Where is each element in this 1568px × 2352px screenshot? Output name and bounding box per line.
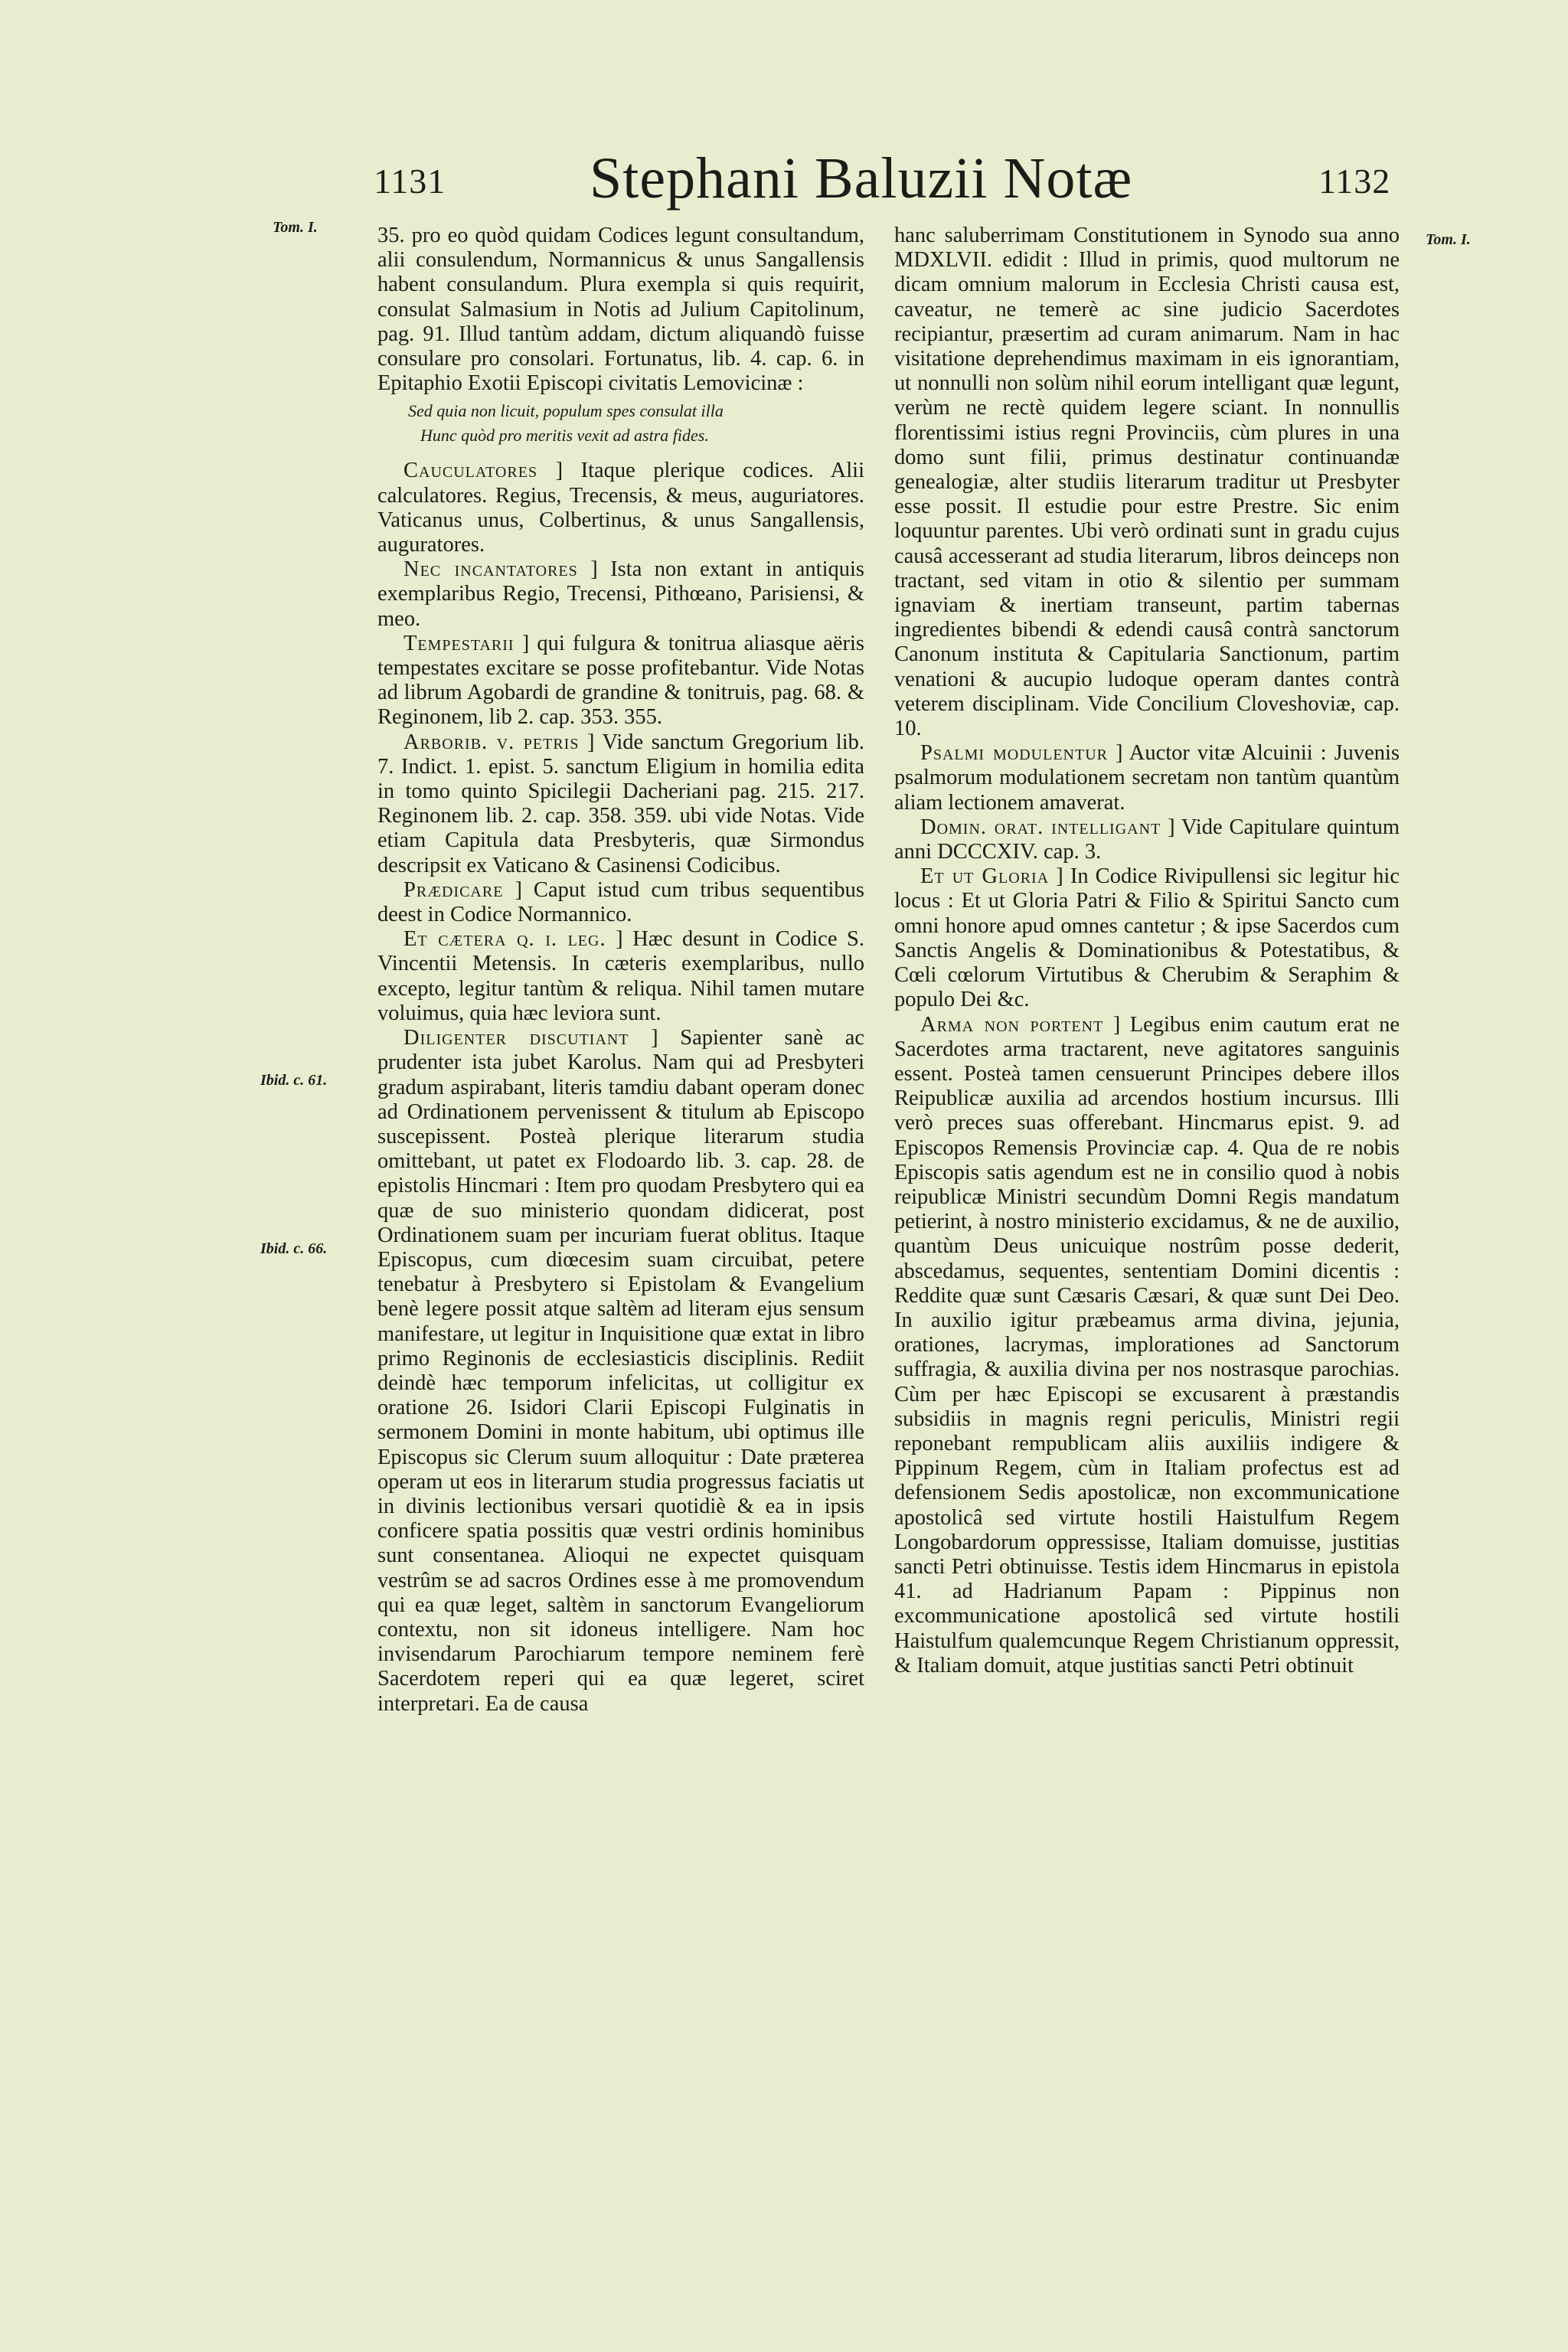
- annotation: [377, 1026, 864, 1717]
- annotation: [377, 459, 864, 557]
- annotation-text: ] Vide sanctum Gregorium lib. 7. Indict. 1. epist. 5. sanctum Eligium in homilia edita in tomo quinto Spicilegii Dacheriani pag. 215. 217. Reginonem lib. 2. cap. 358. 359. ubi vide Notas. Vide etiam Capitula data Presbyteris, quæ Sirmondus descripsit ex Vaticano & Casinensi Codicibus.: [377, 730, 864, 877]
- lemma: Domin. orat. intelligant: [920, 815, 1161, 839]
- lemma: Et cætera q. i. leg.: [403, 927, 606, 952]
- annotation-text: ] In Codice Rivipullensi sic legitur hic locus : Et ut Gloria Patri & Filio & Spiritui Sancto cum omni honore apud omnes cantetur ; & ipse Sacerdos cum Sanctis Angelis & Dominationibus & Potestatibus, & Cœli cœlorum Virtutibus & Cherubim & Seraphim & populo Dei &c.: [894, 864, 1400, 1012]
- paragraph: hanc saluberrimam Constitutionem in Synodo sua anno MDXLVII. edidit : Illud in primis, quod multorum ne dicam omnium malorum in Ecclesia Christi causa est, caveatur, ne temerè ac sine judicio Sacerdotes recipiantur, præsertim ad curam animarum. Nam in hac visitatione deprehendimus maximam in eis ignorantiam, ut nonnulli non solùm nihil eorum intelligant quæ legunt, verùm ne rectè quidem legere sciant. In nonnullis florentissimi istius regni Provinciis, cùm plures in una domo sunt filii, primus destinatur continuandæ genealogiæ, alter studiis literarum traditur ut Presbyter esse possit. Il estudie pour estre Prestre. Sic enim loquuntur parentes. Ubi verò ordinati sunt in gradu cujus causâ accesserant ad studia literarum, libros deinceps non tractant, sed vitam in otio & silentio per summam ignaviam & inertiam transeunt, partim tabernas ingredientes bibendi & edendi causâ contrà sanctorum Canonum instituta & Capitularia Sanctionum, partim venationi & aucupio ludoque operam dantes contrà veterem disciplinam. Vide Concilium Cloveshoviæ, cap. 10.: [894, 224, 1400, 741]
- annotation-text: ] Itaque plerique codices. Alii calculatores. Regius, Trecensis, & meus, auguriatores. Vaticanus unus, Colbertinus, & unus Sangallensis, auguratores.: [377, 459, 864, 557]
- annotation: [894, 864, 1400, 1012]
- verse-line: Hunc quòd pro meritis vexit ad astra fides.: [420, 426, 709, 446]
- lemma: Et ut Gloria: [920, 864, 1050, 889]
- margin-note-tom-right: Tom. I.: [1426, 231, 1471, 248]
- verse-quotation: [377, 399, 864, 448]
- lemma: Prædicare: [403, 877, 504, 902]
- annotation-text: ] Caput istud cum tribus sequentibus deest in Codice Normannico.: [377, 877, 864, 927]
- right-column: [894, 224, 1400, 1678]
- annotation: [377, 730, 864, 878]
- annotation: [377, 927, 864, 1026]
- annotation-text: ] Vide Capitulare quintum anni DCCCXIV. cap. 3.: [894, 815, 1400, 864]
- verse-line: Sed quia non licuit, populum spes consulat illa: [408, 401, 724, 421]
- page-number-right: 1132: [1318, 162, 1391, 201]
- running-title: Stephani Baluzii Notæ: [590, 146, 1133, 211]
- lemma: Psalmi modulentur: [920, 741, 1108, 766]
- annotation-text: ] Sapienter sanè ac prudenter ista jubet Karolus. Nam qui ad Presbyteri gradum aspirabant, literis tamdiu dabant operam donec ad Ordinationem pervenissent & titulum ab Episcopo suscepissent. Posteà plerique literarum studia omittebant, ut patet ex Flodoardo lib. 3. cap. 28. de epistolis Hincmari : Item pro quodam Presbytero qui ea quæ de suo ministerio quondam didicerat, post Ordinationem suam per incuriam fuerat oblitus. Itaque Episcopus, cum diœcesim suam circuibat, petere tenebatur à Presbytero si Epistolam & Evangelium benè legere possit atque saltèm ad literam ejus sensum manifestare, ut legitur in Inquisitione quæ extat in libro primo Reginonis de ecclesiasticis disciplinis. Rediit deindè hæc temporum infelicitas, ut colligitur ex oratione 26. Isidori Clarii Episcopi Fulginatis in sermonem Domini in monte habitum, ubi optimus ille Episcopus sic Clerum suum alloquitur : Date præterea operam ut eos in literarum studia progressus faciatis ut in divinis lectionibus versari quotidiè & ea in ipsis conficere spatia possitis quæ vestri ordinis hominibus sunt consentanea. Alioqui ne expectet quisquam vestrûm se ad sacros Ordines esse à me promovendum qui ea quæ leget, saltèm in sanctorum Evangeliorum contextu, non sit idoneus intelligere. Nam hoc invisendarum Parochiarum tempore neminem ferè Sacerdotem reperi qui ea quæ legeret, sciret interpretari. Ea de causa: [377, 1026, 864, 1716]
- annotation-text: ] Legibus enim cautum erat ne Sacerdotes arma tractarent, neve agitatores sanguinis essent. Posteà tamen censuerunt Principes debere illos Reipublicæ auxilia ad arcendos hostium incursus. Illi verò preces suas offerebant. Hincmarus epist. 9. ad Episcopos Remensis Provinciæ cap. 4. Qua de re nobis Episcopis satis agendum est ne in consilio quod à nobis reipublicæ Ministri secundùm Domni Regis mandatum petierint, à nostro ministerio excidamus, & ne de auxilio, quantùm Deus unicuique nostrûm posse dederit, abscedamus, sequentes, sententiam Domini dicentis : Reddite quæ sunt Cæsaris Cæsari, & quæ sunt Dei Deo. In auxilio igitur præbeamus arma divina, jejunia, orationes, lacrymas, implorationes ad Sanctorum suffragia, & auxilia divina per nos nostrasque parochias. Cùm per hæc Episcopi se excusarent à præstandis subsidiis in magnis regni periculis, Ministri regii reponebant rempublicam aliis auxiliis indigere & Pippinum Regem, cùm in Italiam profectus est ad defensionem Sedis apostolicæ, non excommunicatione apostolicâ sed virtute hostili Haistulfum Regem Longobardorum oppressisse, Italiam domuisse, justitias sancti Petri obtinuisse. Testis idem Hincmarus in epistola 41. ad Hadrianum Papam : Pippinus non excommunicatione apostolicâ sed virtute hostili Haistulfum qualemcunque Regem Christianum oppressit, & Italiam domuit, atque justitias sancti Petri obtinuit: [894, 1012, 1400, 1677]
- margin-note-ibid-66: Ibid. c. 66.: [260, 1240, 328, 1257]
- annotation-text: ] qui fulgura & tonitrua aliasque aëris tempestates excitare se posse profitebantur. Vide Notas ad librum Agobardi de grandine & tonitruis, pag. 68. & Reginonem, lib 2. cap. 353. 355.: [377, 631, 864, 730]
- annotation-text: ] Auctor vitæ Alcuinii : Juvenis psalmorum modulationem secretam non tantùm quantùm aliam lectionem amaverat.: [894, 741, 1400, 815]
- margin-note-tom-left: Tom. I.: [273, 219, 318, 236]
- annotation: [377, 878, 864, 927]
- lemma: Nec incantatores: [403, 557, 578, 582]
- annotation: [377, 557, 864, 632]
- margin-note-ibid-61: Ibid. c. 61.: [260, 1072, 328, 1089]
- annotation: [894, 815, 1400, 864]
- lemma: Arborib. v. petris: [403, 730, 580, 754]
- lemma: Tempestarii: [403, 631, 514, 655]
- annotation: [894, 1013, 1400, 1678]
- page-number-left: 1131: [374, 162, 446, 201]
- annotation: [894, 741, 1400, 815]
- lemma: Diligenter discutiant: [403, 1026, 629, 1050]
- left-column: [377, 224, 864, 1717]
- annotation: [377, 632, 864, 730]
- lemma: Arma non portent: [920, 1012, 1104, 1037]
- lemma: Cauculatores: [403, 459, 538, 483]
- paragraph: 35. pro eo quòd quidam Codices legunt consultandum, alii consulendum, Normannicus & unus Sangallensis habent consulandum. Plura exempla si quis requirit, consulat Salmasium in Notis ad Julium Capitolinum, pag. 91. Illud tantùm addam, dictum aliquandò fuisse consulare pro consolari. Fortunatus, lib. 4. cap. 6. in Epitaphio Exotii Episcopi civitatis Lemovicinæ :: [377, 224, 864, 396]
- annotation-text: ] Hæc desunt in Codice S. Vincentii Metensis. In cæteris exemplaribus, nullo excepto, legitur tantùm & reliqua. Nihil tamen mutare voluimus, quia hæc leviora sunt.: [377, 927, 865, 1025]
- page-header: [0, 146, 1568, 219]
- annotation-text: ] Ista non extant in antiquis exemplaribus Regio, Trecensi, Pithœano, Parisiensi, & meo.: [377, 557, 864, 631]
